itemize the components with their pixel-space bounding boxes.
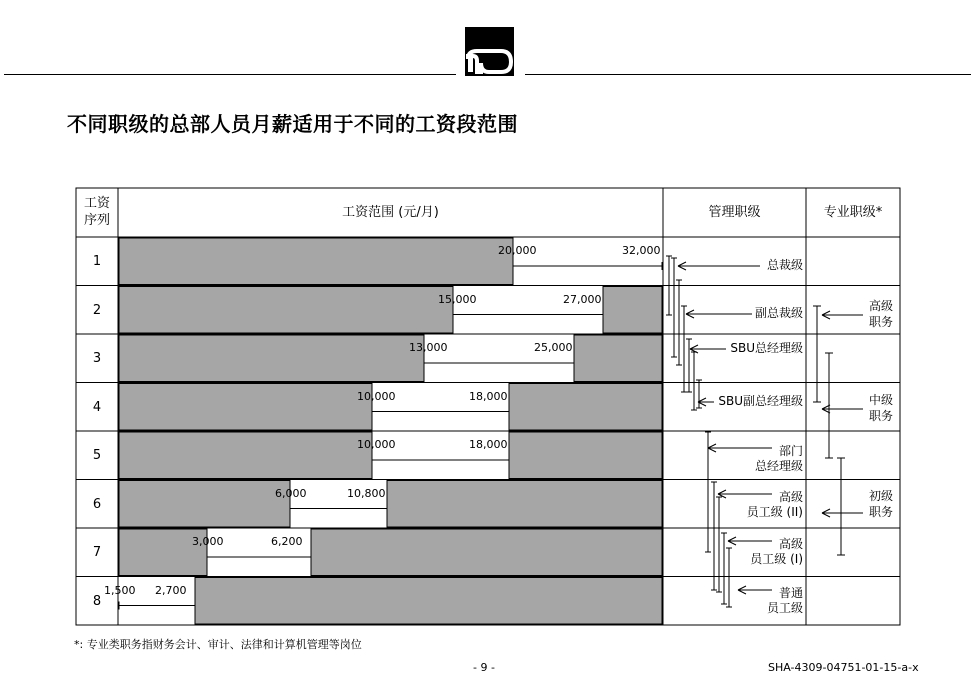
prof-level-label-line1: 中级 (868, 393, 893, 407)
salary-min-label: 1,500 (104, 583, 136, 597)
salary-min-label: 13,000 (409, 341, 448, 354)
salary-max-label: 18,000 (469, 438, 508, 451)
header-seq-line2: 序列 (83, 213, 110, 228)
mgmt-arrowhead (728, 541, 736, 545)
prof-level-label-line1: 高级 (868, 299, 893, 313)
salary-bar-lower (119, 481, 290, 528)
mgmt-level-label-line1: 普通 (778, 586, 803, 600)
prof-level-label-line2: 职务 (868, 409, 893, 423)
mgmt-level-label-line1: 总裁级 (766, 258, 803, 272)
salary-bar-lower (119, 432, 372, 479)
mgmt-level-label-line2: 员工级 (766, 601, 803, 615)
salary-bar-upper (574, 335, 662, 382)
prof-level-label-line1: 初级 (868, 489, 893, 503)
footnote: *: 专业类职务指财务会计、审计、法律和计算机管理等岗位 (74, 638, 362, 651)
header-seq-line1: 工资 (83, 196, 110, 211)
table-row-seq: 4 (92, 399, 102, 415)
salary-max-label: 25,000 (534, 341, 573, 354)
prof-level-label-line2: 职务 (868, 315, 893, 329)
salary-min-label: 10,000 (357, 389, 396, 403)
salary-min-label: 10,000 (357, 438, 396, 451)
header-management: 管理职级 (708, 205, 761, 220)
prof-level-label-line2: 职务 (868, 505, 893, 519)
mgmt-arrowhead (718, 490, 726, 494)
table-row-seq: 1 (92, 254, 102, 269)
salary-min-label: 6,000 (275, 486, 307, 500)
salary-bar-upper (195, 578, 662, 625)
mgmt-arrowhead (690, 345, 698, 349)
page-number: - 9 - (473, 661, 495, 674)
header-professional: 专业职级* (823, 205, 883, 220)
salary-bar-upper (509, 432, 662, 479)
prof-arrowhead (822, 509, 830, 513)
mgmt-level-label-line1: SBU副总经理级 (718, 394, 803, 408)
salary-min-label: 15,000 (438, 292, 477, 306)
salary-max-label: 2,700 (155, 583, 187, 597)
salary-max-label: 18,000 (469, 389, 508, 403)
mgmt-arrowhead (678, 262, 686, 266)
mgmt-level-label-line1: 部门 (778, 444, 803, 458)
salary-min-label: 3,000 (192, 535, 224, 548)
mgmt-arrowhead (708, 448, 716, 452)
salary-max-label: 10,800 (347, 486, 386, 500)
mgmt-level-label-line1: SBU总经理级 (730, 341, 803, 355)
mgmt-level-label-line2: 总经理级 (754, 459, 803, 473)
table-row-seq: 3 (92, 351, 102, 366)
prof-arrowhead (822, 315, 830, 319)
salary-max-label: 27,000 (563, 292, 602, 306)
salary-bar-lower (119, 238, 513, 285)
mgmt-arrowhead (738, 586, 746, 590)
prof-arrowhead (822, 513, 830, 517)
table-row-seq: 2 (92, 302, 102, 318)
mgmt-level-label-line1: 高级 (778, 490, 803, 504)
mgmt-arrowhead (686, 310, 694, 314)
mgmt-level-label-line1: 副总裁级 (754, 306, 803, 320)
salary-bar-lower (119, 287, 453, 334)
salary-max-label: 6,200 (271, 535, 303, 548)
prof-arrowhead (822, 311, 830, 315)
salary-bar-upper (311, 529, 662, 576)
table-row-seq: 8 (92, 593, 102, 609)
mgmt-arrowhead (708, 444, 716, 448)
salary-min-label: 20,000 (498, 244, 537, 257)
salary-bar-upper (603, 287, 662, 334)
salary-bar-lower (119, 384, 372, 431)
salary-bar-upper (509, 384, 662, 431)
mgmt-level-label-line2: 员工级 (I) (750, 552, 803, 566)
page-title: 不同职级的总部人员月薪适用于不同的工资段范围 (67, 112, 518, 136)
table-row-seq: 7 (92, 545, 102, 560)
table-row-seq: 6 (92, 496, 102, 512)
salary-bar-lower (119, 335, 424, 382)
salary-bar-upper (387, 481, 662, 528)
header-range: 工资范围 (元/月) (342, 205, 439, 220)
mgmt-level-label-line1: 高级 (778, 537, 803, 551)
salary-max-label: 32,000 (622, 244, 661, 257)
mgmt-arrowhead (686, 314, 694, 318)
mgmt-level-label-line2: 员工级 (II) (746, 505, 803, 519)
mgmt-arrowhead (728, 537, 736, 541)
mgmt-arrowhead (738, 590, 746, 594)
mgmt-arrowhead (678, 266, 686, 270)
table-row-seq: 5 (92, 448, 102, 463)
document-id: SHA-4309-04751-01-15-a-x (768, 661, 919, 674)
